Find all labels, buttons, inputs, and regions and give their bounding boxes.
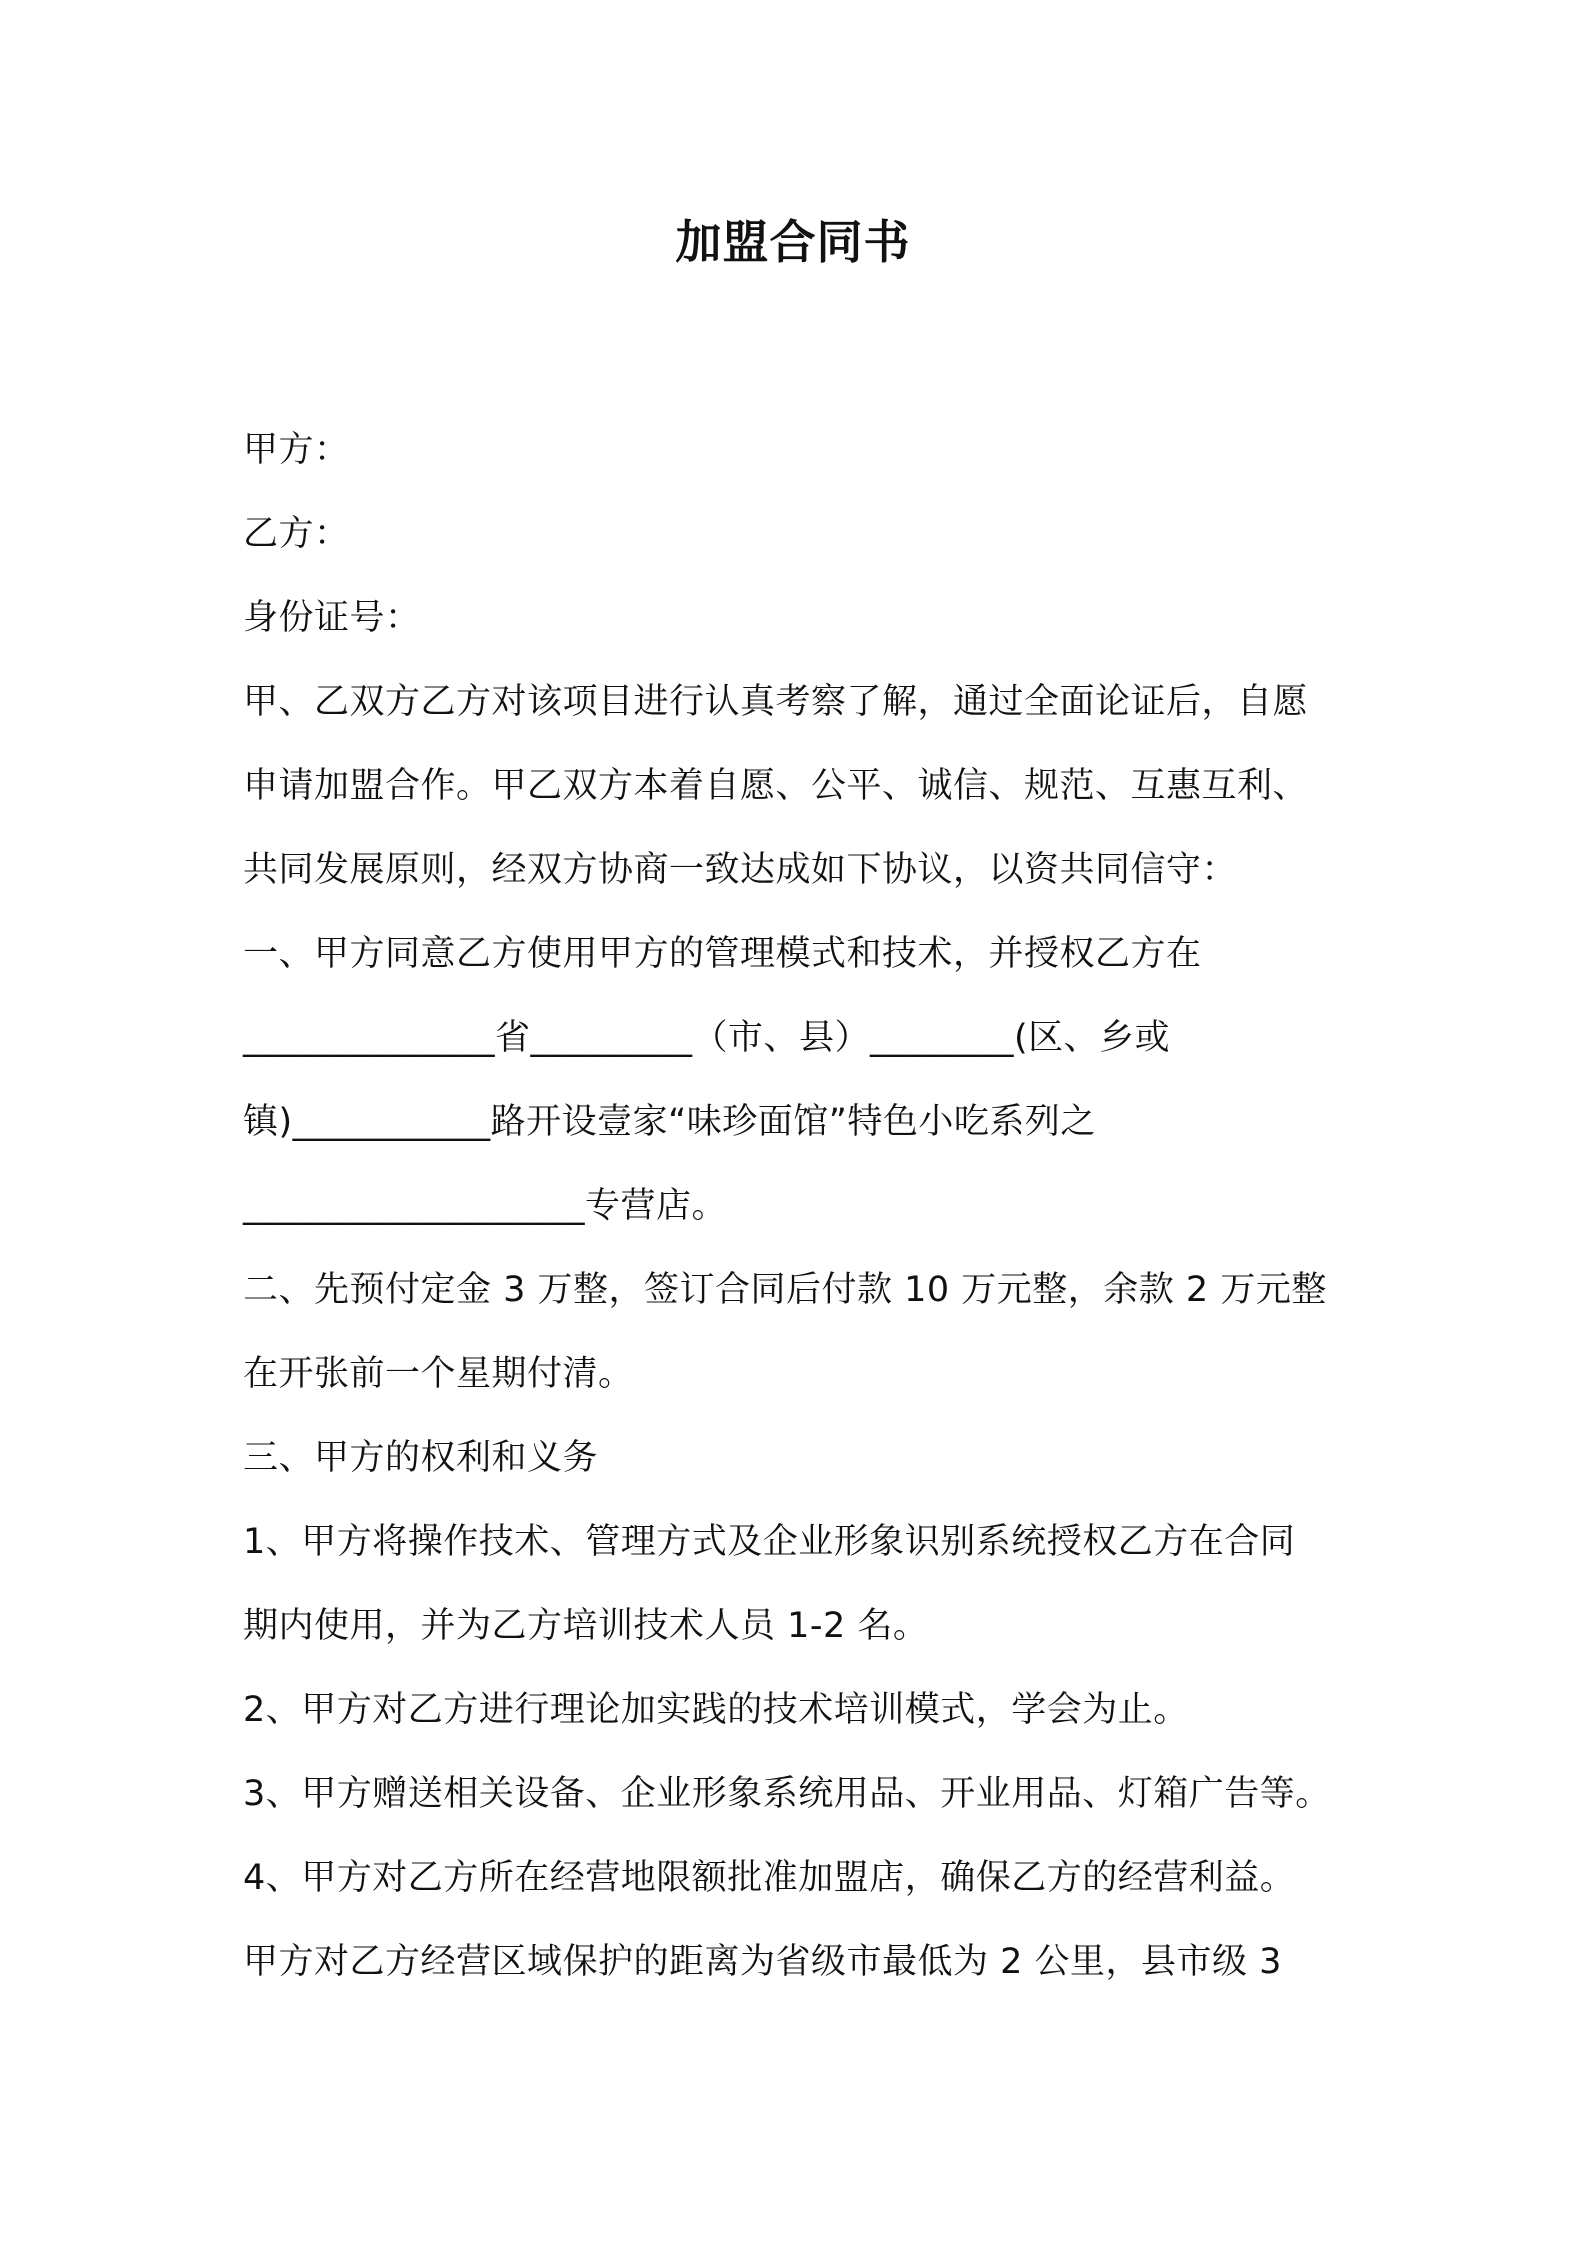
clause-2-line-2: 在开张前一个星期付清。 <box>243 1354 634 1394</box>
clause-3-item-4-line-1: 4、甲方对乙方所在经营地限额批准加盟店，确保乙方的经营利益。 <box>243 1858 1296 1898</box>
clause-1-line-3: 镇)___________路开设壹家“味珍面馆”特色小吃系列之 <box>243 1102 1096 1142</box>
clause-1-line-2: ______________省_________（市、县）________(区、乡或 <box>243 1018 1171 1058</box>
party-a-line: 甲方： <box>243 430 350 470</box>
document-title: 加盟合同书 <box>675 215 911 269</box>
id-number-line: 身份证号： <box>243 598 421 638</box>
clause-2-line-1: 二、先预付定金 3 万整，签订合同后付款 10 万元整，余款 2 万元整 <box>243 1270 1327 1310</box>
party-b-line: 乙方： <box>243 514 350 554</box>
clause-1-line-4: ___________________专营店。 <box>243 1186 728 1226</box>
clause-3-item-1-line-2: 期内使用，并为乙方培训技术人员 1-2 名。 <box>243 1606 929 1646</box>
clause-3-heading: 三、甲方的权利和义务 <box>243 1438 599 1478</box>
clause-3-item-1-line-1: 1、甲方将操作技术、管理方式及企业形象识别系统授权乙方在合同 <box>243 1522 1296 1562</box>
contract-body <box>243 408 1363 2004</box>
clause-3-item-4-line-2: 甲方对乙方经营区域保护的距离为省级市最低为 2 公里，县市级 3 <box>243 1942 1282 1982</box>
clause-3-item-2: 2、甲方对乙方进行理论加实践的技术培训模式，学会为止。 <box>243 1690 1189 1730</box>
clause-1-line-1: 一、甲方同意乙方使用甲方的管理模式和技术，并授权乙方在 <box>243 934 1202 974</box>
clause-3-item-3: 3、甲方赠送相关设备、企业形象系统用品、开业用品、灯箱广告等。 <box>243 1774 1331 1814</box>
preamble-line-3: 共同发展原则，经双方协商一致达成如下协议，以资共同信守： <box>243 850 1238 890</box>
preamble-line-2: 申请加盟合作。甲乙双方本着自愿、公平、诚信、规范、互惠互利、 <box>243 766 1309 806</box>
preamble-line-1: 甲、乙双方乙方对该项目进行认真考察了解，通过全面论证后，自愿 <box>243 682 1309 722</box>
